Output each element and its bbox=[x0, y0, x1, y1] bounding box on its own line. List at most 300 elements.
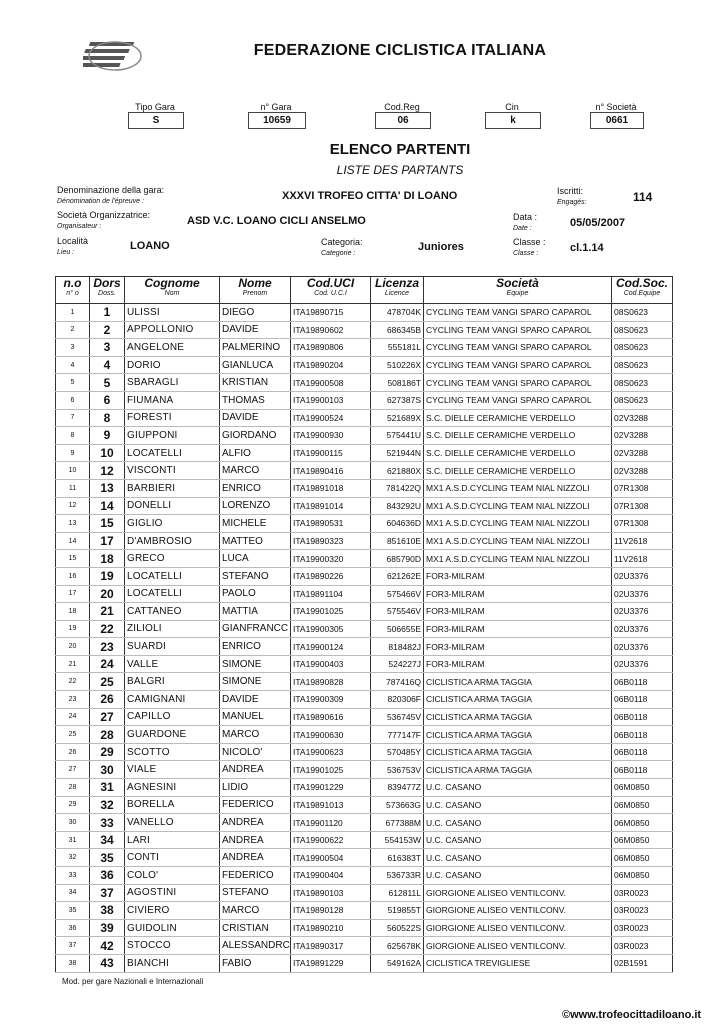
cell-dors: 26 bbox=[90, 691, 125, 709]
cell-no: 27 bbox=[56, 761, 90, 779]
cell-cod-soc: 03R0023 bbox=[612, 884, 673, 902]
cell-nome: MANUEL bbox=[220, 708, 291, 726]
field-value: k bbox=[485, 112, 541, 129]
table-header-row bbox=[56, 277, 673, 304]
label-it: Data : bbox=[513, 212, 538, 222]
cell-cod-soc: 07R1308 bbox=[612, 497, 673, 515]
table-row bbox=[56, 884, 673, 902]
table-row bbox=[56, 796, 673, 814]
col-header-no bbox=[56, 277, 90, 304]
cell-cod-uci: ITA19900622 bbox=[291, 831, 371, 849]
cell-cod-uci: ITA19891013 bbox=[291, 796, 371, 814]
cell-licenza: 555181L bbox=[371, 339, 424, 357]
cell-societa: CICLISTICA ARMA TAGGIA bbox=[424, 743, 612, 761]
cell-cognome: D'AMBROSIO bbox=[125, 532, 220, 550]
data-value: 05/05/2007 bbox=[570, 217, 626, 229]
table-row bbox=[56, 567, 673, 585]
denominazione-value: XXXVI TROFEO CITTA' DI LOANO bbox=[282, 190, 458, 202]
cell-licenza: 685790D bbox=[371, 550, 424, 568]
cell-no: 12 bbox=[56, 497, 90, 515]
cell-licenza: 839477Z bbox=[371, 779, 424, 797]
cell-no: 25 bbox=[56, 726, 90, 744]
cell-societa: CICLISTICA ARMA TAGGIA bbox=[424, 761, 612, 779]
col-header-societa bbox=[424, 277, 612, 304]
cell-societa: S.C. DIELLE CERAMICHE VERDELLO bbox=[424, 462, 612, 480]
cell-dors: 6 bbox=[90, 391, 125, 409]
col-sub: Nom bbox=[164, 290, 180, 297]
cell-societa: S.C. DIELLE CERAMICHE VERDELLO bbox=[424, 409, 612, 427]
col-title: Cognome bbox=[144, 276, 200, 290]
cell-cod-soc: 07R1308 bbox=[612, 479, 673, 497]
table-row bbox=[56, 532, 673, 550]
cell-cognome: CATTANEO bbox=[125, 603, 220, 621]
cell-no: 30 bbox=[56, 814, 90, 832]
cell-cod-soc: 07R1308 bbox=[612, 515, 673, 533]
cell-cod-soc: 03R0023 bbox=[612, 919, 673, 937]
cell-cod-uci: ITA19890204 bbox=[291, 356, 371, 374]
cell-societa: CYCLING TEAM VANGI SPARO CAPAROL bbox=[424, 304, 612, 322]
cell-cognome: SBARAGLI bbox=[125, 374, 220, 392]
col-sub: Cod.Equipe bbox=[623, 290, 661, 297]
iscritti-value: 114 bbox=[633, 190, 653, 204]
cell-licenza: 677388M bbox=[371, 814, 424, 832]
field-value: 06 bbox=[375, 112, 431, 129]
cell-no: 24 bbox=[56, 708, 90, 726]
cell-dors: 8 bbox=[90, 409, 125, 427]
partenti-table-wrap bbox=[55, 276, 672, 973]
table-row bbox=[56, 321, 673, 339]
cell-no: 5 bbox=[56, 374, 90, 392]
cell-licenza: 575546V bbox=[371, 603, 424, 621]
table-row bbox=[56, 374, 673, 392]
cell-societa: U.C. CASANO bbox=[424, 779, 612, 797]
table-row bbox=[56, 761, 673, 779]
cell-societa: GIORGIONE ALISEO VENTILCONV. bbox=[424, 884, 612, 902]
partenti-table bbox=[55, 276, 673, 973]
cell-cognome: ULISSI bbox=[125, 304, 220, 322]
col-title: Cod.UCI bbox=[306, 276, 355, 290]
label-fr: Lieu : bbox=[57, 249, 75, 256]
field-value: 0661 bbox=[590, 112, 644, 129]
cell-cod-soc: 11V2618 bbox=[612, 550, 673, 568]
cell-cod-uci: ITA19900305 bbox=[291, 620, 371, 638]
cell-cod-soc: 03R0023 bbox=[612, 937, 673, 955]
table-row bbox=[56, 427, 673, 445]
cell-dors: 10 bbox=[90, 444, 125, 462]
table-row bbox=[56, 743, 673, 761]
cell-societa: FOR3-MILRAM bbox=[424, 638, 612, 656]
cell-cod-uci: ITA19901120 bbox=[291, 814, 371, 832]
cell-no: 7 bbox=[56, 409, 90, 427]
cell-societa: CICLISTICA ARMA TAGGIA bbox=[424, 708, 612, 726]
cell-nome: ANDREA bbox=[220, 849, 291, 867]
cell-no: 1 bbox=[56, 304, 90, 322]
cell-cognome: DONELLI bbox=[125, 497, 220, 515]
field-label: Cin bbox=[505, 102, 519, 112]
cell-no: 20 bbox=[56, 638, 90, 656]
federation-title: FEDERAZIONE CICLISTICA ITALIANA bbox=[253, 42, 547, 59]
col-title: Licenza bbox=[374, 276, 419, 290]
cell-cognome: BARBIERI bbox=[125, 479, 220, 497]
cell-societa: MX1 A.S.D.CYCLING TEAM NIAL NIZZOLI bbox=[424, 479, 612, 497]
cell-cod-soc: 02U3376 bbox=[612, 585, 673, 603]
cell-nome: ENRICO bbox=[220, 479, 291, 497]
cell-cod-uci: ITA19900309 bbox=[291, 691, 371, 709]
cell-licenza: 508186T bbox=[371, 374, 424, 392]
cell-cognome: GRECO bbox=[125, 550, 220, 568]
categoria-value: Juniores bbox=[418, 241, 464, 253]
cell-licenza: 612811L bbox=[371, 884, 424, 902]
cell-dors: 25 bbox=[90, 673, 125, 691]
col-sub: Prenom bbox=[242, 290, 268, 297]
cell-societa: U.C. CASANO bbox=[424, 814, 612, 832]
cell-cod-soc: 08S0623 bbox=[612, 374, 673, 392]
cell-dors: 12 bbox=[90, 462, 125, 480]
cell-cognome: ANGELONE bbox=[125, 339, 220, 357]
categoria-label bbox=[321, 237, 363, 259]
cell-no: 8 bbox=[56, 427, 90, 445]
field-label: Cod.Reg bbox=[384, 102, 420, 112]
cell-societa: CICLISTICA ARMA TAGGIA bbox=[424, 726, 612, 744]
cell-cod-uci: ITA19900124 bbox=[291, 638, 371, 656]
table-row bbox=[56, 691, 673, 709]
cell-no: 26 bbox=[56, 743, 90, 761]
cell-societa: CYCLING TEAM VANGI SPARO CAPAROL bbox=[424, 321, 612, 339]
cell-nome: FEDERICO bbox=[220, 796, 291, 814]
cell-cognome: SCOTTO bbox=[125, 743, 220, 761]
cell-cod-uci: ITA19900320 bbox=[291, 550, 371, 568]
cell-cognome: LARI bbox=[125, 831, 220, 849]
col-header-cod-soc bbox=[612, 277, 673, 304]
cell-cod-soc: 02V3288 bbox=[612, 409, 673, 427]
cell-nome: ALFIO bbox=[220, 444, 291, 462]
cell-licenza: 549162A bbox=[371, 954, 424, 972]
cell-cognome: SUARDI bbox=[125, 638, 220, 656]
cell-no: 38 bbox=[56, 954, 90, 972]
cell-cognome: COLO' bbox=[125, 867, 220, 885]
cell-cognome: BALGRI bbox=[125, 673, 220, 691]
cell-cognome: CIVIERO bbox=[125, 902, 220, 920]
cell-dors: 43 bbox=[90, 954, 125, 972]
cell-cognome: AGNESINI bbox=[125, 779, 220, 797]
cell-cognome: VANELLO bbox=[125, 814, 220, 832]
table-row bbox=[56, 655, 673, 673]
cell-dors: 24 bbox=[90, 655, 125, 673]
cell-cod-uci: ITA19890416 bbox=[291, 462, 371, 480]
cell-nome: ANDREA bbox=[220, 761, 291, 779]
cell-no: 2 bbox=[56, 321, 90, 339]
cell-societa: GIORGIONE ALISEO VENTILCONV. bbox=[424, 902, 612, 920]
cell-cod-soc: 06M0850 bbox=[612, 796, 673, 814]
cell-dors: 39 bbox=[90, 919, 125, 937]
label-fr: Engagés: bbox=[557, 199, 587, 206]
cell-societa: FOR3-MILRAM bbox=[424, 603, 612, 621]
cell-licenza: 536753V bbox=[371, 761, 424, 779]
cell-nome: CRISTIAN bbox=[220, 919, 291, 937]
cell-nome: PALMERINO bbox=[220, 339, 291, 357]
cell-cod-uci: ITA19901025 bbox=[291, 603, 371, 621]
cell-societa: U.C. CASANO bbox=[424, 849, 612, 867]
table-row bbox=[56, 867, 673, 885]
cell-nome: GIANLUCA bbox=[220, 356, 291, 374]
label-it: Iscritti: bbox=[557, 186, 583, 196]
cell-nome: MICHELE bbox=[220, 515, 291, 533]
cell-licenza: 777147F bbox=[371, 726, 424, 744]
label-fr: Organisateur : bbox=[57, 223, 102, 230]
cell-cod-uci: ITA19891104 bbox=[291, 585, 371, 603]
cell-cognome: VALLE bbox=[125, 655, 220, 673]
field-value: S bbox=[128, 112, 184, 129]
cell-dors: 17 bbox=[90, 532, 125, 550]
cell-no: 6 bbox=[56, 391, 90, 409]
cell-nome: LORENZO bbox=[220, 497, 291, 515]
cell-nome: STEFANO bbox=[220, 567, 291, 585]
societa-label bbox=[57, 210, 150, 232]
cell-licenza: 604636D bbox=[371, 515, 424, 533]
cell-nome: LUCA bbox=[220, 550, 291, 568]
cell-dors: 3 bbox=[90, 339, 125, 357]
label-fr: Dénomination de l'épreuve : bbox=[57, 198, 144, 205]
cell-cognome: DORIO bbox=[125, 356, 220, 374]
cell-societa: FOR3-MILRAM bbox=[424, 585, 612, 603]
cell-cod-soc: 06B0118 bbox=[612, 761, 673, 779]
table-row bbox=[56, 726, 673, 744]
cell-dors: 34 bbox=[90, 831, 125, 849]
table-row bbox=[56, 849, 673, 867]
cell-cod-soc: 02U3376 bbox=[612, 620, 673, 638]
cell-nome: MATTEO bbox=[220, 532, 291, 550]
cell-nome: MATTIA bbox=[220, 603, 291, 621]
cell-cod-uci: ITA19900103 bbox=[291, 391, 371, 409]
cell-cod-soc: 08S0623 bbox=[612, 391, 673, 409]
cell-cognome: CONTI bbox=[125, 849, 220, 867]
cell-dors: 20 bbox=[90, 585, 125, 603]
cell-no: 29 bbox=[56, 796, 90, 814]
cell-licenza: 478704K bbox=[371, 304, 424, 322]
cell-no: 21 bbox=[56, 655, 90, 673]
cell-cod-uci: ITA19890128 bbox=[291, 902, 371, 920]
cell-nome: DAVIDE bbox=[220, 321, 291, 339]
cell-cod-uci: ITA19890602 bbox=[291, 321, 371, 339]
cell-societa: MX1 A.S.D.CYCLING TEAM NIAL NIZZOLI bbox=[424, 515, 612, 533]
cell-cod-uci: ITA19891014 bbox=[291, 497, 371, 515]
cell-licenza: 575441U bbox=[371, 427, 424, 445]
table-row bbox=[56, 831, 673, 849]
data-label bbox=[513, 212, 537, 234]
cell-societa: S.C. DIELLE CERAMICHE VERDELLO bbox=[424, 444, 612, 462]
cell-cognome: CAPILLO bbox=[125, 708, 220, 726]
cell-cognome: APPOLLONIO bbox=[125, 321, 220, 339]
cell-dors: 21 bbox=[90, 603, 125, 621]
cell-cognome: ZILIOLI bbox=[125, 620, 220, 638]
cell-cod-soc: 02U3376 bbox=[612, 603, 673, 621]
table-row bbox=[56, 479, 673, 497]
cell-societa: CICLISTICA ARMA TAGGIA bbox=[424, 691, 612, 709]
table-row bbox=[56, 550, 673, 568]
cell-societa: CYCLING TEAM VANGI SPARO CAPAROL bbox=[424, 339, 612, 357]
cell-societa: MX1 A.S.D.CYCLING TEAM NIAL NIZZOLI bbox=[424, 550, 612, 568]
label-fr: Categorie : bbox=[321, 250, 356, 257]
field-label: Tipo Gara bbox=[135, 102, 175, 112]
cell-no: 28 bbox=[56, 779, 90, 797]
cell-nome: PAOLO bbox=[220, 585, 291, 603]
label-it: Località bbox=[57, 236, 89, 246]
cell-societa: CYCLING TEAM VANGI SPARO CAPAROL bbox=[424, 356, 612, 374]
col-title: n.o bbox=[63, 276, 82, 290]
cell-no: 22 bbox=[56, 673, 90, 691]
cell-licenza: 616383T bbox=[371, 849, 424, 867]
cell-cod-soc: 11V2618 bbox=[612, 532, 673, 550]
cell-societa: CYCLING TEAM VANGI SPARO CAPAROL bbox=[424, 391, 612, 409]
cell-dors: 2 bbox=[90, 321, 125, 339]
label-it: Denominazione della gara: bbox=[57, 185, 165, 195]
cell-no: 15 bbox=[56, 550, 90, 568]
cell-no: 34 bbox=[56, 884, 90, 902]
cell-cognome: FIUMANA bbox=[125, 391, 220, 409]
cell-cod-uci: ITA19900930 bbox=[291, 427, 371, 445]
cell-cognome: BIANCHI bbox=[125, 954, 220, 972]
cell-nome: STEFANO bbox=[220, 884, 291, 902]
label-it: Categoria: bbox=[321, 237, 363, 247]
cell-cod-soc: 06M0850 bbox=[612, 867, 673, 885]
cell-cod-soc: 08S0623 bbox=[612, 304, 673, 322]
cell-licenza: 686345B bbox=[371, 321, 424, 339]
cell-nome: ALESSANDRC bbox=[220, 937, 291, 955]
cell-cognome: FORESTI bbox=[125, 409, 220, 427]
cell-nome: SIMONE bbox=[220, 673, 291, 691]
cell-cod-soc: 06B0118 bbox=[612, 743, 673, 761]
cell-cod-soc: 06B0118 bbox=[612, 708, 673, 726]
cell-dors: 4 bbox=[90, 356, 125, 374]
cell-licenza: 851610E bbox=[371, 532, 424, 550]
cell-cod-soc: 08S0623 bbox=[612, 339, 673, 357]
cell-cod-uci: ITA19890616 bbox=[291, 708, 371, 726]
cell-cognome: AGOSTINI bbox=[125, 884, 220, 902]
cell-licenza: 787416Q bbox=[371, 673, 424, 691]
cell-nome: ANDREA bbox=[220, 831, 291, 849]
cell-nome: FABIO bbox=[220, 954, 291, 972]
field-value: 10659 bbox=[248, 112, 306, 129]
cell-licenza: 521944N bbox=[371, 444, 424, 462]
col-sub: Licence bbox=[384, 290, 410, 297]
cell-cognome: STOCCO bbox=[125, 937, 220, 955]
cell-cod-uci: ITA19890323 bbox=[291, 532, 371, 550]
col-sub: Cod. U.C.I bbox=[314, 290, 347, 297]
cell-nome: MARCO bbox=[220, 726, 291, 744]
cell-cognome: GIUPPONI bbox=[125, 427, 220, 445]
cell-licenza: 820306F bbox=[371, 691, 424, 709]
cell-no: 19 bbox=[56, 620, 90, 638]
cell-cod-uci: ITA19890103 bbox=[291, 884, 371, 902]
cell-cod-uci: ITA19900115 bbox=[291, 444, 371, 462]
cell-societa: FOR3-MILRAM bbox=[424, 620, 612, 638]
col-sub: Doss. bbox=[98, 290, 116, 297]
cell-cognome: LOCATELLI bbox=[125, 444, 220, 462]
cell-licenza: 524227J bbox=[371, 655, 424, 673]
cell-licenza: 554153W bbox=[371, 831, 424, 849]
cell-no: 16 bbox=[56, 567, 90, 585]
field-tipo-gara bbox=[115, 102, 195, 129]
table-row bbox=[56, 339, 673, 357]
field-cod-reg bbox=[362, 102, 442, 129]
table-row bbox=[56, 620, 673, 638]
cell-dors: 23 bbox=[90, 638, 125, 656]
cell-cognome: GUARDONE bbox=[125, 726, 220, 744]
cell-cognome: LOCATELLI bbox=[125, 585, 220, 603]
col-sub: Equipe bbox=[506, 290, 529, 297]
field-label: n° Società bbox=[595, 102, 637, 112]
cell-dors: 36 bbox=[90, 867, 125, 885]
cell-cod-uci: ITA19891229 bbox=[291, 954, 371, 972]
cell-nome: ANDREA bbox=[220, 814, 291, 832]
cell-cod-uci: ITA19900508 bbox=[291, 374, 371, 392]
field-n-societa bbox=[576, 102, 656, 129]
table-row bbox=[56, 409, 673, 427]
cell-cod-uci: ITA19900504 bbox=[291, 849, 371, 867]
cell-cod-uci: ITA19901025 bbox=[291, 761, 371, 779]
cell-dors: 19 bbox=[90, 567, 125, 585]
cell-nome: GIANFRANCC bbox=[220, 620, 291, 638]
cell-cod-soc: 02V3288 bbox=[612, 444, 673, 462]
table-row bbox=[56, 902, 673, 920]
cell-societa: MX1 A.S.D.CYCLING TEAM NIAL NIZZOLI bbox=[424, 497, 612, 515]
cell-cognome: LOCATELLI bbox=[125, 567, 220, 585]
cell-dors: 14 bbox=[90, 497, 125, 515]
cell-dors: 38 bbox=[90, 902, 125, 920]
cell-dors: 30 bbox=[90, 761, 125, 779]
cell-cod-soc: 02U3376 bbox=[612, 655, 673, 673]
cell-societa: U.C. CASANO bbox=[424, 796, 612, 814]
cell-dors: 18 bbox=[90, 550, 125, 568]
cell-cod-soc: 02U3376 bbox=[612, 567, 673, 585]
cell-nome: DAVIDE bbox=[220, 409, 291, 427]
cell-nome: GIORDANO bbox=[220, 427, 291, 445]
cell-cod-soc: 02V3288 bbox=[612, 462, 673, 480]
cell-societa: S.C. DIELLE CERAMICHE VERDELLO bbox=[424, 427, 612, 445]
col-title: Nome bbox=[238, 276, 272, 290]
cell-no: 13 bbox=[56, 515, 90, 533]
cell-societa: GIORGIONE ALISEO VENTILCONV. bbox=[424, 937, 612, 955]
cell-nome: MARCO bbox=[220, 462, 291, 480]
cell-dors: 27 bbox=[90, 708, 125, 726]
denominazione-label bbox=[57, 185, 164, 207]
cell-nome: KRISTIAN bbox=[220, 374, 291, 392]
cell-dors: 33 bbox=[90, 814, 125, 832]
cell-cod-soc: 06B0118 bbox=[612, 691, 673, 709]
table-row bbox=[56, 708, 673, 726]
cell-cod-uci: ITA19890806 bbox=[291, 339, 371, 357]
page-subtitle: LISTE DES PARTANTS bbox=[336, 163, 464, 177]
cell-no: 33 bbox=[56, 867, 90, 885]
cell-cod-soc: 08S0623 bbox=[612, 356, 673, 374]
cell-licenza: 506655E bbox=[371, 620, 424, 638]
page-title: ELENCO PARTENTI bbox=[329, 141, 471, 158]
col-header-dors bbox=[90, 277, 125, 304]
cell-cod-soc: 06B0118 bbox=[612, 673, 673, 691]
cell-no: 10 bbox=[56, 462, 90, 480]
cell-licenza: 627387S bbox=[371, 391, 424, 409]
classe-label bbox=[513, 237, 546, 259]
cell-cod-soc: 02B1591 bbox=[612, 954, 673, 972]
cell-licenza: 621262E bbox=[371, 567, 424, 585]
table-row bbox=[56, 937, 673, 955]
cell-societa: U.C. CASANO bbox=[424, 867, 612, 885]
societa-value: ASD V.C. LOANO CICLI ANSELMO bbox=[187, 215, 366, 227]
col-sub: n° o bbox=[66, 290, 79, 297]
cell-dors: 15 bbox=[90, 515, 125, 533]
cell-no: 35 bbox=[56, 902, 90, 920]
cell-licenza: 818482J bbox=[371, 638, 424, 656]
